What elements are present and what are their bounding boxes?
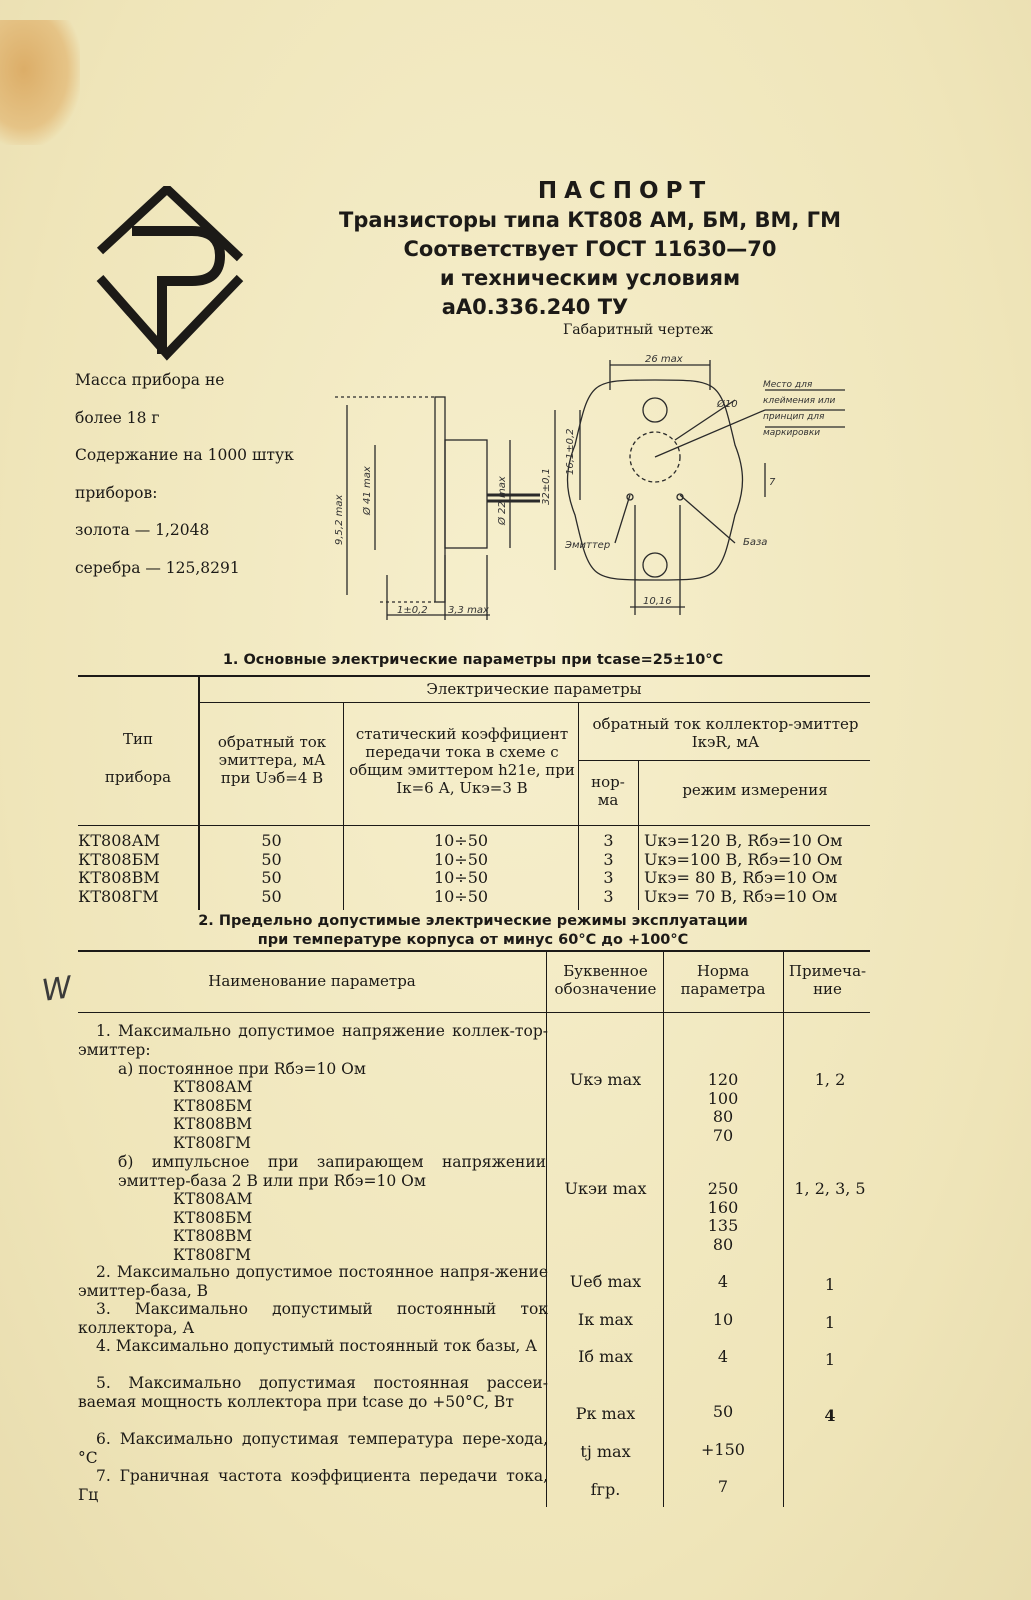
section1-cell-mode: Uкэ= 80 В, Rбэ=10 Ом	[644, 868, 838, 887]
mass-line: серебра — 125,8291	[75, 558, 240, 577]
type-label: КТ808БМ	[173, 1096, 253, 1115]
param-6-value: +150	[701, 1440, 745, 1459]
drawing-label: 1±0,2	[397, 605, 428, 616]
param-1a-types	[173, 1078, 373, 1152]
value: 70	[712, 1125, 734, 1145]
param-4-note: 1	[824, 1350, 836, 1369]
marking-place-label: Место для клеймения или принцип для маркировки	[763, 380, 836, 437]
drawing-label: 32±0,1	[541, 467, 552, 505]
param-1a-text: а) постоянное при Rбэ=10 Ом	[118, 1060, 366, 1078]
section1-cell-norm: 3	[603, 886, 614, 906]
param-1a-note: 1, 2	[814, 1070, 846, 1089]
section1-group-header: Электрические параметры	[426, 680, 642, 698]
section1-cell-mode: Uкэ=120 В, Rбэ=10 Ом	[644, 831, 843, 850]
section2-title-line-2: при температуре корпуса от минус 60°C до +100°C	[257, 932, 689, 948]
header	[300, 178, 880, 322]
col-coeff-header: статический коэффициент передачи тока в схеме с общим эмиттером h21e, при Iк=6 А, Uкэ=3 В	[349, 725, 575, 797]
paper-stain	[0, 20, 80, 145]
section1-cell-norm: 3	[603, 868, 614, 887]
type-label: КТ808ГМ	[173, 1245, 252, 1264]
drawing-label: Ø 41 max	[362, 466, 373, 515]
drawing-label: Ø 22 max	[497, 476, 508, 525]
drawing-label: 10,16	[643, 596, 672, 607]
param-7-value: 7	[717, 1477, 729, 1496]
type-label: КТ808БМ	[173, 1208, 253, 1227]
col-name-header: Наименование параметра	[208, 972, 416, 990]
drawing-label: Эмиттер	[565, 540, 611, 551]
col-mode-header: режим измерения	[682, 781, 828, 799]
section1-title: 1. Основные электрические параметры при tcase=25±10°C	[222, 652, 724, 668]
dimension-drawing	[325, 345, 895, 635]
mass-line: более 18 г	[75, 408, 160, 427]
drawing-subtitle: Габаритный чертеж	[563, 322, 714, 338]
section1-cell-norm: 3	[603, 831, 614, 850]
col-norm-header: нор-ма	[591, 773, 625, 809]
section2-table	[78, 950, 870, 1510]
type-label: КТ808ВМ	[173, 1115, 253, 1134]
header-line-2: Соответствует ГОСТ 11630—70	[403, 237, 777, 261]
param-2-value: 4	[717, 1272, 729, 1291]
param-5-value: 50	[712, 1402, 734, 1421]
header-line-3: и техническим условиям	[439, 266, 741, 290]
param-5-note: 4	[824, 1406, 836, 1425]
param-1-text: 1. Максимально допустимое напряжение коллек-тор-эмиттер:	[78, 1022, 548, 1059]
param-1b-note: 1, 2, 3, 5	[794, 1179, 866, 1198]
type-label: КТ808ВМ	[173, 1227, 253, 1246]
drawing-label: 26 max	[645, 354, 683, 365]
section1-table	[78, 675, 870, 910]
value: 100	[707, 1088, 739, 1108]
section1-cell-iebo: 50	[261, 886, 282, 906]
section1-cell-h21e: 10÷50	[433, 886, 489, 906]
header-line-4: аА0.336.240 ТУ	[441, 295, 629, 319]
col-type-header-2: прибора	[104, 768, 172, 786]
mass-info	[75, 362, 294, 587]
param-1b-values	[668, 1180, 778, 1254]
param-1a-symbol: Uкэ max	[569, 1070, 642, 1089]
param-2-text: 2. Максимально допустимое постоянное напря-жение эмиттер-база, В	[78, 1263, 548, 1300]
param-6-text: 6. Максимально допустимая температура пере-хода, °C	[78, 1430, 548, 1467]
section1-cell-type: КТ808БМ	[78, 849, 160, 869]
section1-cell-h21e: 10÷50	[433, 868, 489, 887]
param-6-symbol: tj max	[580, 1442, 631, 1461]
section1-cell-type: КТ808АМ	[78, 831, 161, 850]
drawing-label: Ø10	[717, 399, 738, 410]
param-3-symbol: Iк max	[577, 1310, 634, 1329]
drawing-label: База	[743, 537, 768, 548]
param-1b-text: б) импульсное при запирающем напряжении эмиттер-база 2 В или при Rбэ=10 Ом	[118, 1153, 546, 1190]
section1-cell-type: КТ808ВМ	[78, 868, 160, 887]
param-2-note: 1	[824, 1275, 836, 1294]
section1-cell-iebo: 50	[261, 831, 282, 850]
section1-cell-iebo: 50	[261, 868, 282, 887]
section1-cell-mode: Uкэ=100 В, Rбэ=10 Ом	[644, 849, 843, 869]
param-1b-types	[173, 1190, 373, 1264]
value: 250	[707, 1179, 739, 1198]
value: 80	[712, 1234, 734, 1254]
page-title: ПАСПОРТ	[537, 178, 713, 204]
type-label: КТ808АМ	[173, 1190, 253, 1208]
param-1a-values	[668, 1071, 778, 1145]
mass-line: Масса прибора не	[75, 371, 225, 389]
value: 160	[707, 1197, 739, 1217]
param-3-text: 3. Максимально допустимый постоянный ток коллектора, А	[78, 1300, 548, 1337]
type-label: КТ808АМ	[173, 1078, 253, 1096]
value: 135	[707, 1216, 739, 1235]
col-norm-header: Норма параметра	[680, 962, 766, 998]
handwritten-mark: W	[39, 970, 74, 1009]
param-3-value: 10	[712, 1310, 734, 1329]
header-line-1: Транзисторы типа КТ808 АМ, БМ, ВМ, ГМ	[339, 208, 841, 232]
col-emitter-header: обратный ток эмиттера, мА при Uэб=4 В	[217, 733, 327, 787]
param-1b-symbol: Uкэи max	[564, 1179, 647, 1198]
mass-line: Содержание на 1000 штук	[75, 446, 294, 464]
section1-cell-h21e: 10÷50	[433, 831, 489, 850]
manufacturer-logo-icon	[92, 186, 247, 361]
section1-cell-iebo: 50	[261, 849, 282, 869]
col-reverse-header: обратный ток коллектор-эмиттер IкэR, мА	[592, 715, 859, 751]
section1-cell-type: КТ808ГМ	[78, 886, 159, 906]
param-5-text: 5. Максимально допустимая постоянная рассеи-ваемая мощность коллектора при tcase до +50°C, Вт	[78, 1374, 548, 1411]
col-type-header-1: Тип	[123, 730, 153, 748]
param-4-value: 4	[717, 1347, 729, 1366]
param-5-symbol: Pк max	[575, 1404, 636, 1423]
param-4-symbol: Iб max	[578, 1347, 633, 1366]
section1-cell-h21e: 10÷50	[433, 849, 489, 869]
section2-title-line-1: 2. Предельно допустимые электрические режимы эксплуатации	[198, 913, 748, 929]
param-3-note: 1	[824, 1313, 836, 1332]
drawing-label: 3,3 max	[448, 605, 489, 616]
type-label: КТ808ГМ	[173, 1133, 252, 1152]
drawing-label: 7	[769, 477, 776, 488]
mass-line: золота — 1,2048	[75, 521, 210, 539]
drawing-label: 16,1±0,2	[565, 428, 576, 475]
mass-line: приборов:	[75, 483, 158, 502]
col-note-header: Примеча-ние	[788, 962, 867, 998]
value: 120	[707, 1070, 739, 1089]
section1-cell-mode: Uкэ= 70 В, Rбэ=10 Ом	[644, 886, 838, 906]
param-7-symbol: fгр.	[590, 1480, 621, 1499]
param-2-symbol: Uеб max	[569, 1272, 642, 1291]
section2-title	[78, 912, 868, 950]
param-4-text: 4. Максимально допустимый постоянный ток базы, А	[96, 1337, 538, 1355]
value: 80	[712, 1107, 734, 1126]
drawing-label: 9,5,2 max	[334, 494, 345, 545]
param-7-text: 7. Граничная частота коэффициента передачи тока, Гц	[78, 1467, 548, 1504]
section1-cell-norm: 3	[603, 849, 614, 869]
col-symbol-header: Буквенное обозначение	[554, 962, 657, 998]
